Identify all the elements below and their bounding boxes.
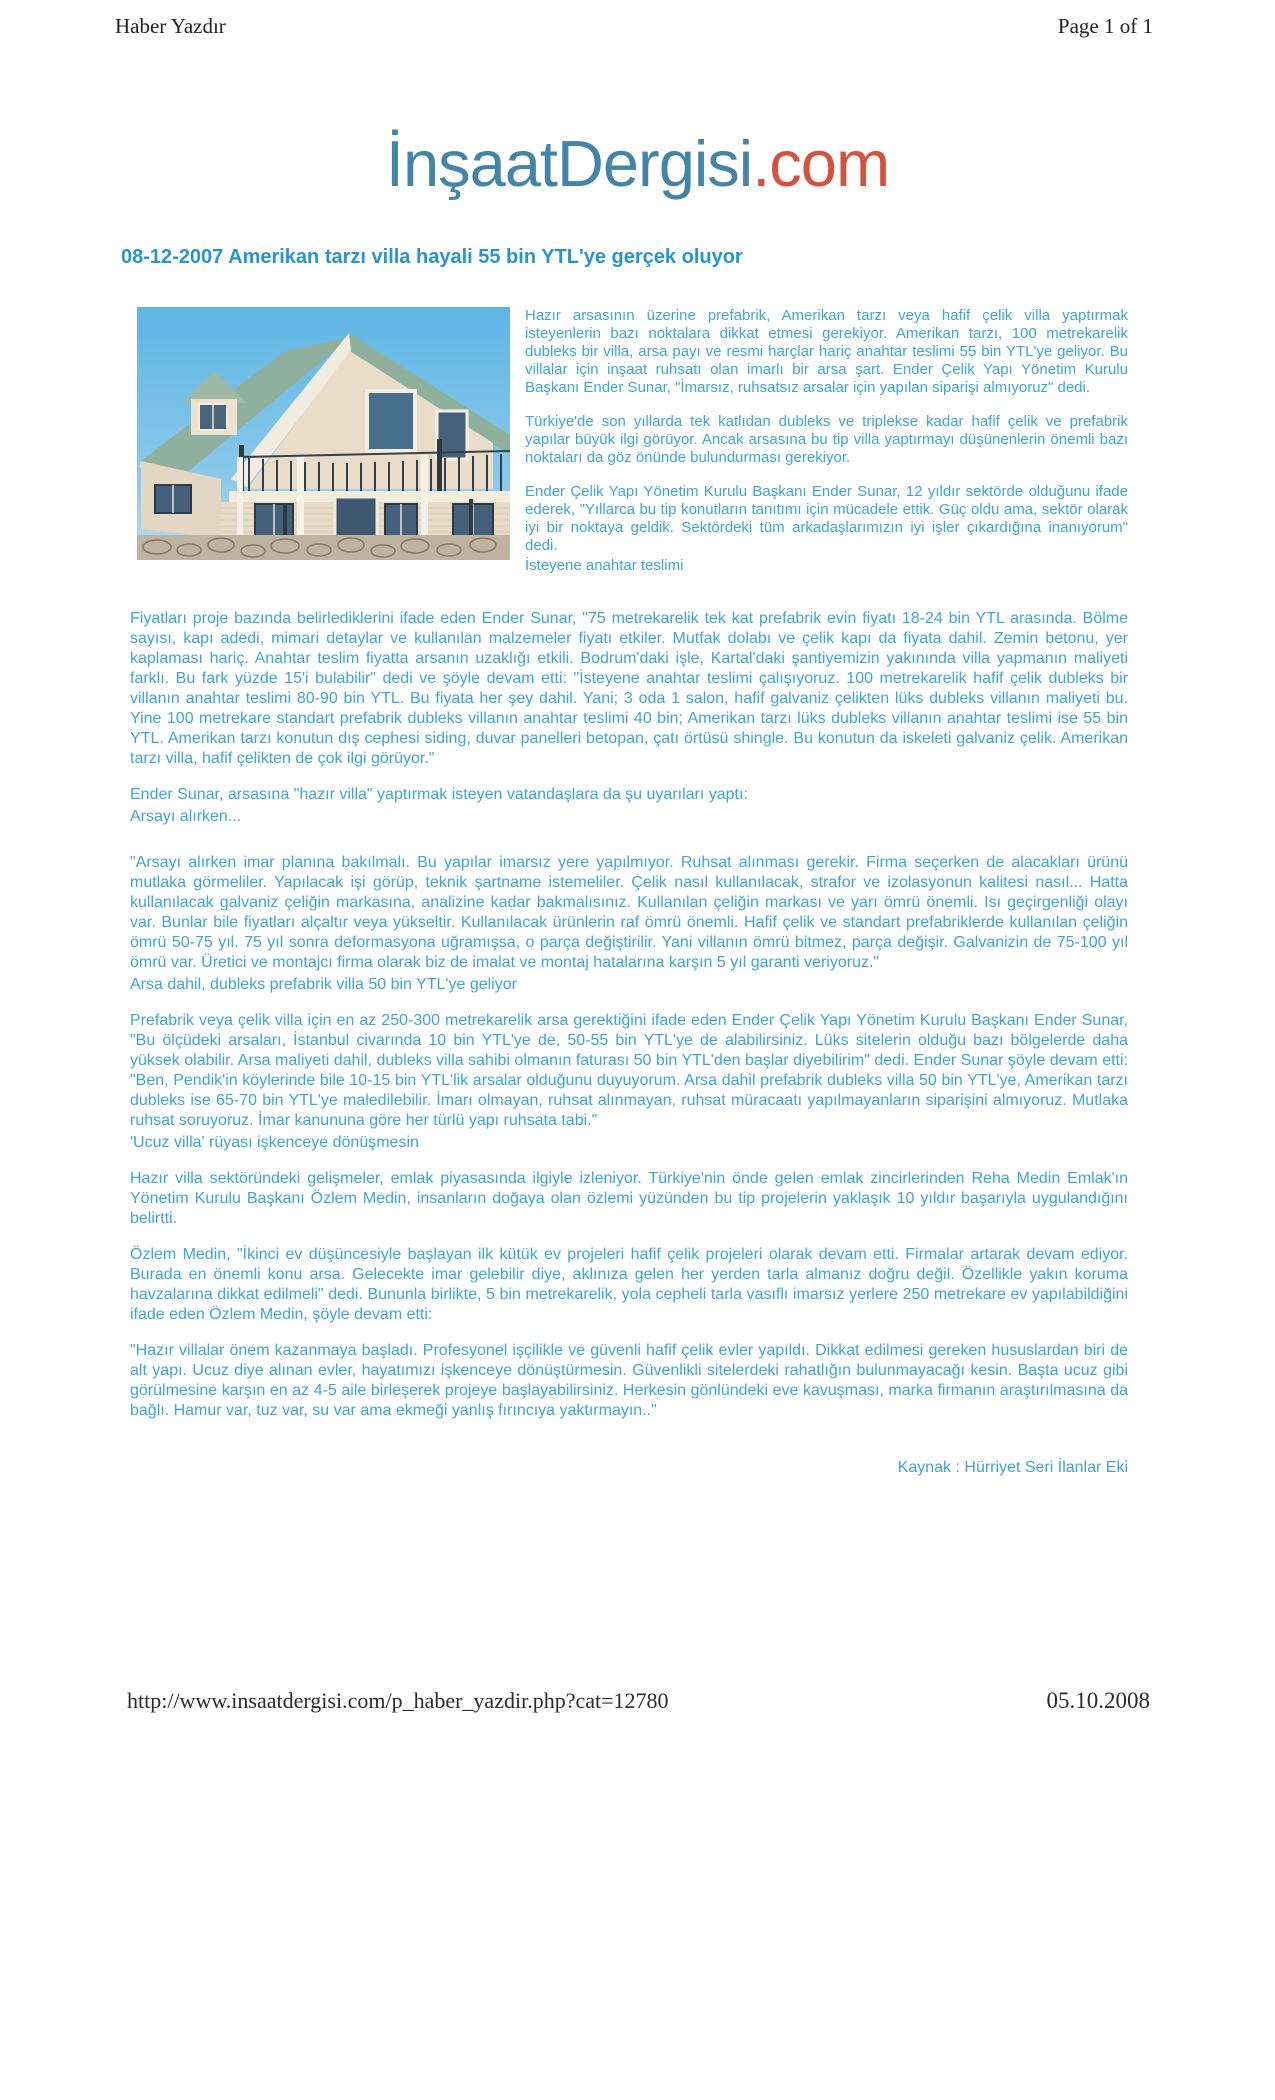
article-paragraph: "Hazır villalar önem kazanmaya başladı. Profesyonel işçilikle ve güvenli hafif çelik evler yapıldı. Dikkat edilmesi gereken hususlardan biri de alt yapı. Ucuz diye alınan evler, hayatımızı işkenceye dönüştürmesin. Güvenlikli sitelerdeki rahatlığın bulunmayacağı kesin. Başta ucuz gibi görülmesine karşın en az 4-5 aile birleşerek projeye başlayabilirsiniz. Herkesin gönlündeki eve kavuşması, marka firmanın araştırılmasına da bağlı. Hamur var, tuz var, su var ama ekmeği yanlış fırıncıya yaktırmayın.." [130, 1342, 1128, 1419]
article-body [130, 307, 1128, 1477]
article-block [130, 853, 1128, 995]
article-paragraph: Hazır villa sektöründeki gelişmeler, emlak piyasasında ilgiyle izleniyor. Türkiye'nin önde gelen emlak zincirlerinden Reha Medin Emlak'ın Yönetim Kurulu Başkanı Özlem Medin, insanların doğaya olan özlemi yüzünden bu tip projelerin yaklaşık 10 yıldır başarıyla uygulandığını belirtti. [130, 1170, 1128, 1227]
print-footer-date: 05.10.2008 [1046, 1688, 1150, 1713]
article-block [130, 609, 1128, 769]
article-paragraph: Ender Sunar, arsasına "hazır villa" yaptırmak isteyen vatandaşlara da şu uyarıları yaptı: [130, 786, 748, 803]
print-header [115, 14, 1153, 39]
site-logo [0, 126, 1275, 201]
print-header-title: Haber Yazdır [115, 14, 226, 38]
site-logo-tld: .com [752, 127, 890, 200]
villa-photo [137, 307, 510, 560]
article-block [130, 1341, 1128, 1421]
article-paragraph: "Arsayı alırken imar planına bakılmalı. Bu yapılar imarsız yere yapılmıyor. Ruhsat alınması gerekir. Firma seçerken de alacakları ürünü mutlaka görmeliler. Yapılacak işi görüp, teknik şartname istemeliler. Çelik nasıl kullanılacak, strafor ve izolasyonun kalitesi nasıl... Hatta kullanılacak galvaniz çeliğin markasına, analizine kadar bakmalısınız. Kullanılan çeliğin markası ve yarı ömrü önemli. Isı geçirgenliği olayı var. Bunlar bile fiyatları alçaltır veya yükseltir. Kullanılacak ürünlerin raf ömrü önemli. Hafif çelik ve standart prefabriklerde kullanılan çeliğin ömrü 50-75 yıl. 75 yıl sonra deformasyona uğramışsa, o parça değiştirilir. Yani villanın ömrü bitmez, parça değişir. Galvanizin de 75-100 yıl ömrü var. Üretici ve montajcı firma olarak biz de imalat ve montaj hatalarına karşın 5 yıl garanti veriyoruz." [130, 854, 1128, 971]
article-headline: 08-12-2007 Amerikan tarzı villa hayali 55 bin YTL'ye gerçek oluyor [121, 246, 743, 268]
article-paragraph: Fiyatları proje bazında belirlediklerini ifade eden Ender Sunar, "75 metrekarelik tek kat prefabrik evin fiyatı 18-24 bin YTL arasında. Bölme sayısı, kapı adedi, mimari detaylar ve kullanılan malzemeler fiyatı etkiler. Mutfak dolabı ve çelik kapı da fiyata dahil. Zemin betonu, yer kaplaması hariç. Anahtar teslim fiyatta arsanın uzaklığı etkili. Bodrum'daki işle, Kartal'daki şantiyemizin yakınında villa yapmanın maliyeti farklı. Bu fark yüzde 15'i bulabilir" dedi ve şöyle devam etti: "İsteyene anahtar teslimi çalışıyoruz. 100 metrekarelik hafif çelik dubleks bir villanın anahtar teslimi 80-90 bin YTL. Bu fiyata her şey dahil. Yani; 3 oda 1 salon, hafif galvaniz çelikten lüks dubleks villanın maliyeti bu. Yine 100 metrekare standart prefabrik dubleks villanın anahtar teslimi 40 bin; Amerikan tarzı lüks dubleks villanın anahtar teslimi ise 55 bin YTL. Amerikan tarzı konutun dış cephesi siding, duvar panelleri betopan, çatı örtüsü shingle. Bu konutun da iskeleti galvaniz çelik. Amerikan tarzı villa, hafif çelikten de çok ilgi görüyor." [130, 610, 1128, 767]
article-block [130, 1011, 1128, 1153]
print-footer-url: http://www.insaatdergisi.com/p_haber_yazdir.php?cat=12780 [127, 1688, 669, 1713]
print-footer [127, 1688, 1150, 1714]
article-paragraph: Hazır arsasının üzerine prefabrik, Amerikan tarzı veya hafif çelik villa yaptırmak isteyenlerin bazı noktalara dikkat etmesi gerekiyor. Amerikan tarzı, 100 metrekarelik dubleks bir villa, arsa payı ve resmi harçlar hariç anahtar teslimi 55 bin YTL'ye geliyor. Bu villalar için inşaat ruhsatı olan imarlı bir arsa şart. Ender Çelik Yapı Yönetim Kurulu Başkanı Ender Sunar, "İmarsız, ruhsatsız arsalar için yapılan siparişi almıyoruz" dedi. [525, 307, 1128, 396]
article-paragraph: Ender Çelik Yapı Yönetim Kurulu Başkanı Ender Sunar, 12 yıldır sektörde olduğunu ifade ederek, "Yıllarca bu tip konutların tanıtımı için mücadele ettik. Güç oldu ama, sektör olarak iyi bir noktaya geldik. Sektördeki tüm arkadaşlarımızın iyi işler çıkardığına inanıyorum" dedi. [525, 483, 1128, 554]
article-source: Kaynak : Hürriyet Seri İlanlar Eki [897, 1459, 1128, 1476]
print-page-indicator: Page 1 of 1 [1057, 14, 1153, 38]
article-block [130, 1245, 1128, 1325]
article-paragraph: Prefabrik veya çelik villa için en az 250-300 metrekarelik arsa gerektiğini ifade eden Ender Çelik Yapı Yönetim Kurulu Başkanı Ender Sunar, "Bu ölçüdeki arsaları, İstanbul civarında 10 bin YTL'ye de, 50-55 bin YTL'ye de alabilirsiniz. Lüks sitelerin olduğu bazı bölgelerde daha yüksek olabilir. Arsa maliyeti dahil, dubleks villa sahibi olmanın faturası 50 bin YTL'den başlar diyebilirim" dedi. Ender Sunar şöyle devam etti: "Ben, Pendik'in köylerinde bile 10-15 bin YTL'lik arsalar olduğunu duyuyorum. Arsa dahil prefabrik dubleks villa 50 bin YTL'ye, Amerikan tarzı dubleks ise 65-70 bin YTL'ye maledilebilir. İmarı olmayan, ruhsat alınmayan, ruhsat müracaatı yapılmayanların siparişini almıyoruz. Mutlaka ruhsat soruyoruz. İmar kanununa göre her türlü yapı ruhsata tabi." [130, 1012, 1128, 1129]
article-block [130, 1169, 1128, 1229]
article-block [130, 785, 1128, 827]
article-subhead: Arsayı alırken... [130, 808, 242, 825]
article-subhead: Arsa dahil, dubleks prefabrik villa 50 bin YTL'ye geliyor [130, 976, 517, 993]
article-subhead: 'Ucuz villa' rüyası işkenceye dönüşmesin [130, 1134, 419, 1151]
article-subhead: İsteyene anahtar teslimi [525, 557, 684, 574]
layout-clear [130, 575, 1128, 609]
site-logo-name: İnşaatDergisi [385, 127, 753, 200]
article-paragraph: Türkiye'de son yıllarda tek katlıdan dubleks ve triplekse kadar hafif çelik ve prefabrik yapılar büyük ilgi görüyor. Ancak arsasına bu tip villa yaptırmayı düşünenlerin önemli bazı noktaları da göz önünde bulundurması gerekiyor. [525, 413, 1128, 466]
article-paragraph: Özlem Medin, "İkinci ev düşüncesiyle başlayan ilk kütük ev projeleri hafif çelik projeleri olarak devam etti. Firmalar artarak devam ediyor. Burada en önemli konu arsa. Gelecekte imar gelebilir diye, aklınıza gelen her yerden tarla almanız doğru değil. Özellikle yakın koruma havzalarına dikkat edilmeli" dedi. Bununla birlikte, 5 bin metrekarelik, yola cepheli tarla vasıflı imarsız yerlere 250 metrekare ev yapılabildiğini ifade eden Özlem Medin, şöyle devam etti: [130, 1246, 1128, 1323]
villa-photo-illustration [137, 307, 510, 560]
